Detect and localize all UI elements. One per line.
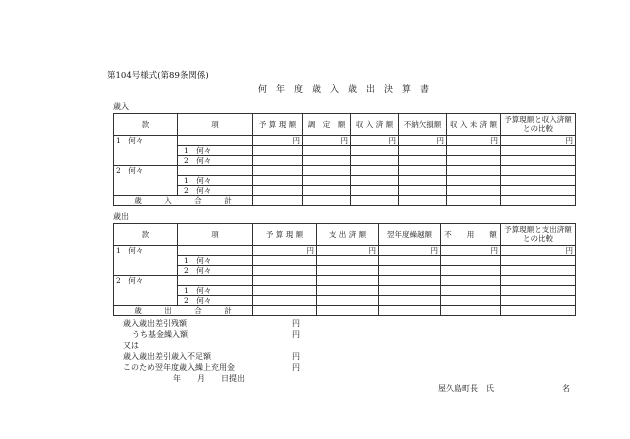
table-row	[114, 166, 576, 176]
revenue-header-row	[114, 114, 576, 136]
table-cell	[303, 186, 351, 196]
table-cell	[317, 276, 379, 286]
kou-label: 2 何々	[178, 186, 253, 196]
table-cell	[178, 136, 253, 146]
table-cell	[399, 146, 447, 156]
balance-label: 歳入歳出差引残額	[123, 319, 187, 328]
table-cell	[351, 186, 399, 196]
header-unreceived: 収 入 未 済 額	[447, 114, 501, 136]
unit-yen: 円	[292, 330, 300, 339]
expenditure-section-label: 歳出	[113, 212, 129, 221]
header-kan: 款	[114, 224, 178, 246]
table-cell	[351, 156, 399, 166]
table-cell	[351, 146, 399, 156]
table-row	[114, 256, 576, 266]
table-cell	[351, 166, 399, 176]
header-received: 収 入 済 額	[351, 114, 399, 136]
header-comparison: 予算現額と収入済額との比較	[501, 114, 576, 136]
table-cell	[501, 276, 576, 286]
table-cell	[441, 306, 501, 316]
fund-transfer-label: うち基金繰入額	[132, 330, 188, 339]
revenue-total-label: 歳 入 合 計	[114, 196, 253, 206]
table-cell	[447, 156, 501, 166]
header-kou: 項	[178, 224, 253, 246]
kou-label: 2 何々	[178, 266, 253, 276]
table-cell	[501, 176, 576, 186]
table-cell	[501, 266, 576, 276]
table-cell	[379, 306, 441, 316]
signer-name-mark: 名	[562, 384, 570, 393]
table-cell	[501, 146, 576, 156]
table-cell	[501, 156, 576, 166]
header-unused: 不 用 額	[441, 224, 501, 246]
unit-yen: 円	[501, 246, 576, 256]
header-kou: 項	[178, 114, 253, 136]
unit-yen: 円	[447, 136, 501, 146]
table-cell	[114, 156, 178, 166]
kan-label: 1 何々	[114, 136, 178, 146]
table-cell	[114, 146, 178, 156]
kou-label: 2 何々	[178, 296, 253, 306]
table-cell	[501, 186, 576, 196]
table-cell	[253, 296, 317, 306]
table-cell	[399, 196, 447, 206]
table-cell	[253, 306, 317, 316]
table-cell	[351, 196, 399, 206]
table-cell	[501, 306, 576, 316]
form-number: 第104号様式(第89条関係)	[107, 71, 209, 81]
table-row	[114, 176, 576, 186]
expenditure-table	[113, 223, 576, 316]
revenue-section-label: 歳入	[113, 102, 129, 111]
table-cell	[379, 296, 441, 306]
table-cell	[114, 266, 178, 276]
table-row	[114, 296, 576, 306]
document-title: 何 年 度 歳 入 歳 出 決 算 書	[258, 85, 430, 95]
table-cell	[253, 176, 303, 186]
kou-label: 1 何々	[178, 256, 253, 266]
kou-label: 1 何々	[178, 146, 253, 156]
table-row	[114, 286, 576, 296]
table-cell	[447, 146, 501, 156]
unit-yen: 円	[253, 136, 303, 146]
table-cell	[501, 196, 576, 206]
table-cell	[253, 256, 317, 266]
header-assessed: 調 定 額	[303, 114, 351, 136]
table-cell	[379, 266, 441, 276]
header-kan: 款	[114, 114, 178, 136]
table-cell	[441, 266, 501, 276]
table-cell	[447, 196, 501, 206]
table-row	[114, 136, 576, 146]
table-cell	[114, 176, 178, 186]
table-cell	[253, 146, 303, 156]
table-cell	[178, 246, 253, 256]
table-cell	[253, 186, 303, 196]
table-cell	[501, 296, 576, 306]
table-cell	[441, 296, 501, 306]
table-cell	[501, 286, 576, 296]
table-cell	[379, 286, 441, 296]
table-row	[114, 246, 576, 256]
kou-label: 2 何々	[178, 156, 253, 166]
table-cell	[501, 256, 576, 266]
table-cell	[501, 166, 576, 176]
table-cell	[399, 186, 447, 196]
expenditure-total-label: 歳 出 合 計	[114, 306, 253, 316]
table-cell	[303, 196, 351, 206]
signer-title: 屋久島町長 氏	[438, 384, 494, 393]
header-budget: 予 算 現 額	[253, 224, 317, 246]
revenue-total-row	[114, 196, 576, 206]
table-cell	[114, 286, 178, 296]
table-cell	[447, 166, 501, 176]
unit-yen: 円	[399, 136, 447, 146]
table-cell	[303, 146, 351, 156]
table-cell	[303, 166, 351, 176]
table-cell	[317, 256, 379, 266]
table-cell	[317, 286, 379, 296]
revenue-table	[113, 113, 576, 206]
header-comparison: 予算現額と支出済額との比較	[501, 224, 576, 246]
unit-yen: 円	[303, 136, 351, 146]
table-cell	[317, 306, 379, 316]
kou-label: 1 何々	[178, 176, 253, 186]
table-cell	[441, 276, 501, 286]
header-spent: 支 出 済 額	[317, 224, 379, 246]
table-cell	[114, 256, 178, 266]
unit-yen: 円	[292, 319, 300, 328]
kan-label: 1 何々	[114, 246, 178, 256]
unit-yen: 円	[253, 246, 317, 256]
table-row	[114, 276, 576, 286]
table-cell	[114, 296, 178, 306]
unit-yen: 円	[501, 136, 576, 146]
submission-date: 年 月 日提出	[173, 374, 245, 383]
table-cell	[351, 176, 399, 186]
unit-yen: 円	[292, 352, 300, 361]
table-cell	[441, 286, 501, 296]
or-label: 又は	[123, 341, 139, 350]
header-budget: 予 算 現 額	[253, 114, 303, 136]
table-cell	[447, 176, 501, 186]
header-carryover: 翌年度繰越額	[379, 224, 441, 246]
kan-label: 2 何々	[114, 166, 178, 176]
table-cell	[441, 256, 501, 266]
table-row	[114, 156, 576, 166]
unit-yen: 円	[317, 246, 379, 256]
table-cell	[447, 186, 501, 196]
table-cell	[317, 296, 379, 306]
table-row	[114, 266, 576, 276]
table-cell	[399, 156, 447, 166]
table-cell	[303, 176, 351, 186]
kan-label: 2 何々	[114, 276, 178, 286]
table-cell	[178, 276, 253, 286]
unit-yen: 円	[292, 363, 300, 372]
table-row	[114, 186, 576, 196]
header-deficit: 不納欠損額	[399, 114, 447, 136]
table-cell	[399, 176, 447, 186]
shortfall-label: 歳入歳出差引歳入不足額	[123, 352, 211, 361]
table-cell	[178, 166, 253, 176]
table-cell	[303, 156, 351, 166]
table-cell	[253, 166, 303, 176]
table-cell	[379, 256, 441, 266]
table-row	[114, 146, 576, 156]
table-cell	[253, 266, 317, 276]
unit-yen: 円	[351, 136, 399, 146]
table-cell	[253, 156, 303, 166]
table-cell	[379, 276, 441, 286]
advance-appropriation-label: このため翌年度歳入繰上充用金	[123, 363, 235, 372]
table-cell	[317, 266, 379, 276]
table-cell	[253, 276, 317, 286]
unit-yen: 円	[441, 246, 501, 256]
expenditure-header-row	[114, 224, 576, 246]
kou-label: 1 何々	[178, 286, 253, 296]
table-cell	[114, 186, 178, 196]
table-cell	[253, 196, 303, 206]
unit-yen: 円	[379, 246, 441, 256]
table-cell	[399, 166, 447, 176]
table-cell	[253, 286, 317, 296]
expenditure-total-row	[114, 306, 576, 316]
